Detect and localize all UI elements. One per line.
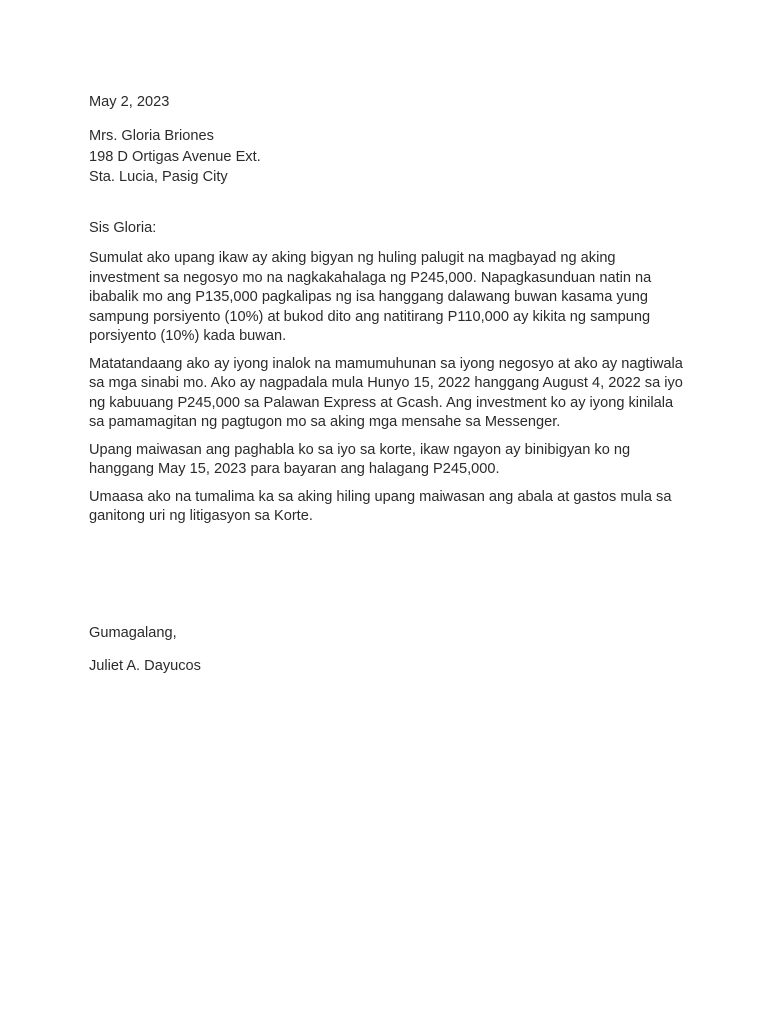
body-paragraph-1: Sumulat ako upang ikaw ay aking bigyan ng huling palugit na magbayad ng aking investment sa negosyo mo na nagkakahalaga ng P245,000. Napagkasunduan natin na ibabalik mo ang P135,000 pagkalipas ng isa hanggang dalawang buwan kasama yung sampung porsiyento (10%) at bukod dito ang natitirang P110,000 ay kikita ng sampung porsiyento (10%) kada buwan. bbox=[89, 250, 652, 344]
salutation: Sis Gloria: bbox=[89, 220, 157, 236]
signature-name: Juliet A. Dayucos bbox=[89, 658, 201, 674]
recipient-address-line2: Sta. Lucia, Pasig City bbox=[89, 169, 228, 185]
letter-date: May 2, 2023 bbox=[89, 94, 170, 110]
recipient-name: Mrs. Gloria Briones bbox=[89, 128, 214, 144]
body-paragraph-2: Matatandaang ako ay iyong inalok na mamumuhunan sa iyong negosyo at ako ay nagtiwala sa mga sinabi mo. Ako ay nagpadala mula Hunyo 15, 2022 hanggang August 4, 2022 sa iyo ng kabuuang P245,000 sa Palawan Express at Gcash. Ang investment ko ay iyong kinilala sa pamamagitan ng pagtugon mo sa aking mga mensahe sa Messenger. bbox=[89, 355, 683, 430]
letter-body bbox=[89, 249, 689, 535]
recipient-address bbox=[89, 126, 261, 188]
recipient-address-line1: 198 D Ortigas Avenue Ext. bbox=[89, 148, 261, 165]
body-paragraph-3: Upang maiwasan ang paghabla ko sa iyo sa korte, ikaw ngayon ay binibigyan ko ng hanggang May 15, 2023 para bayaran ang halagang P245,000. bbox=[89, 441, 631, 477]
body-paragraph-4: Umaasa ako na tumalima ka sa aking hiling upang maiwasan ang abala at gastos mula sa ganitong uri ng litigasyon sa Korte. bbox=[89, 488, 672, 524]
closing: Gumagalang, bbox=[89, 625, 177, 641]
